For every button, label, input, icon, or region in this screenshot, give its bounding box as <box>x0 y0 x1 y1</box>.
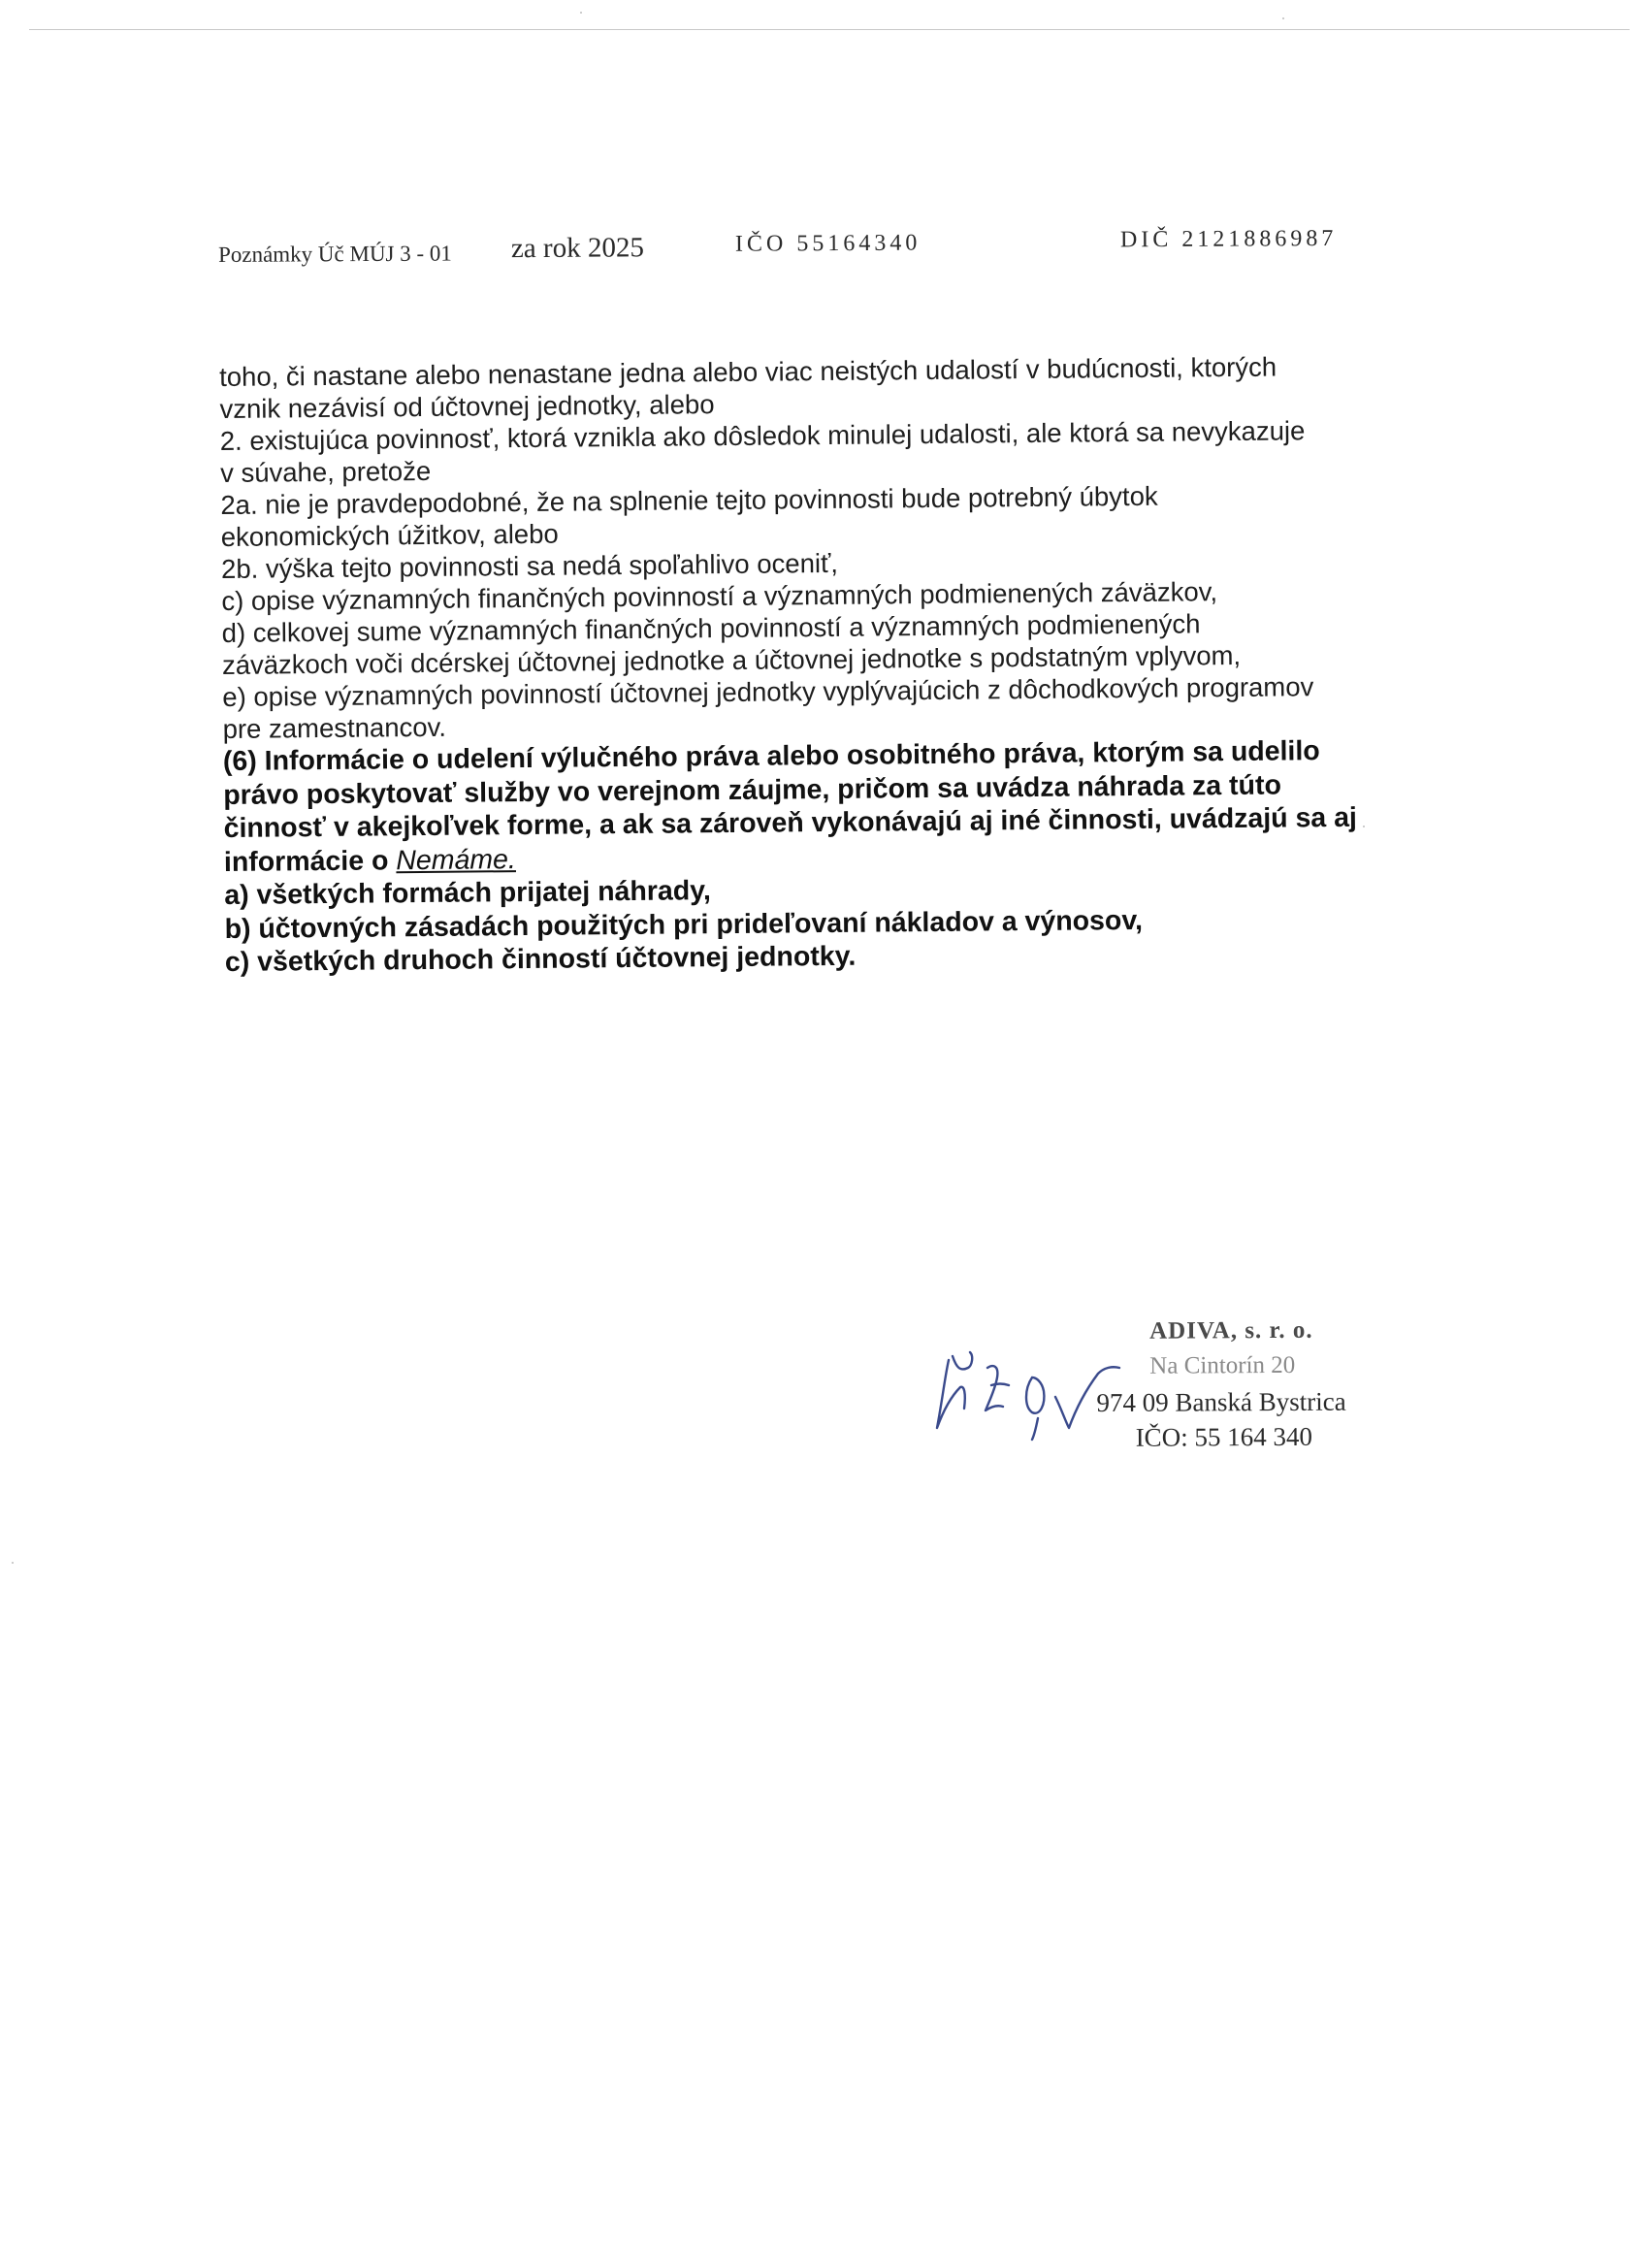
section-6-prefix: informácie o <box>223 844 397 878</box>
body-line: záväzkoch voči dcérskej účtovnej jednotke a účtovnej jednotke s podstatným vplyvom, <box>221 639 1242 680</box>
section-6-item: c) všetkých druhoch činností účtovnej jednotky. <box>224 940 857 978</box>
header-year: za rok 2025 <box>510 232 644 265</box>
scan-speck <box>1282 17 1284 19</box>
section-6-line: činnosť v akejkoľvek forme, a ak sa zároveň vykonávajú aj iné činnosti, uvádzajú sa aj <box>223 801 1358 844</box>
header-dic: DIČ 2121886987 <box>1119 225 1338 253</box>
section-6-item: a) všetkých formách prijatej náhrady, <box>224 875 711 911</box>
page-header <box>0 222 1649 271</box>
body-line: 2b. výška tejto povinnosti sa nedá spoľahlivo oceniť, <box>220 547 839 584</box>
body-line: vznik nezávisí od účtovnej jednotky, alebo <box>219 389 715 424</box>
body-line: ekonomických úžitkov, alebo <box>220 518 559 552</box>
body-line: pre zamestnancov. <box>222 711 447 744</box>
stamp-ico: IČO: 55 164 340 <box>1135 1421 1312 1452</box>
header-ico: IČO 55164340 <box>734 230 922 257</box>
scan-speck <box>580 12 582 14</box>
header-title: Poznámky Úč MÚJ 3 - 01 <box>217 241 452 267</box>
body-line: toho, či nastane alebo nenastane jedna alebo viac neistých udalostí v budúcnosti, ktorých <box>219 351 1277 392</box>
stamp-city: 974 09 Banská Bystrica <box>1096 1386 1346 1417</box>
scan-speck <box>12 1562 14 1564</box>
company-stamp <box>1096 1316 1465 1452</box>
section-6-answer: Nemáme. <box>396 843 517 876</box>
body-line: c) opise významných finančných povinností a významných podmienených záväzkov, <box>221 576 1218 616</box>
body-line: 2a. nie je pravdepodobné, že na splnenie tejto povinnosti bude potrebný úbytok <box>220 480 1158 520</box>
body-line: e) opise významných povinností účtovnej jednotky vyplývajúcich z dôchodkových programov <box>222 671 1314 712</box>
notes-body <box>219 349 1476 980</box>
scan-edge-line <box>29 29 1630 30</box>
section-6-line: (6) Informácie o udelení výlučného práva alebo osobitného práva, ktorým sa udelilo <box>222 735 1320 777</box>
section-6-line: právo poskytovať služby vo verejnom záujme, pričom sa uvádza náhrada za túto <box>223 769 1282 811</box>
body-line: 2. existujúca povinnosť, ktorá vznikla ako dôsledok minulej udalosti, ale ktorá sa nevykazuje <box>219 415 1306 456</box>
body-line: d) celkovej sume významných finančných povinností a významných podmienených <box>221 608 1201 648</box>
stamp-company: ADIVA, s. r. o. <box>1149 1316 1313 1345</box>
stamp-street: Na Cintorín 20 <box>1149 1351 1296 1379</box>
body-line: v súvahe, pretože <box>219 455 432 488</box>
section-6-item: b) účtovných zásadách použitých pri prideľovaní nákladov a výnosov, <box>224 904 1144 945</box>
